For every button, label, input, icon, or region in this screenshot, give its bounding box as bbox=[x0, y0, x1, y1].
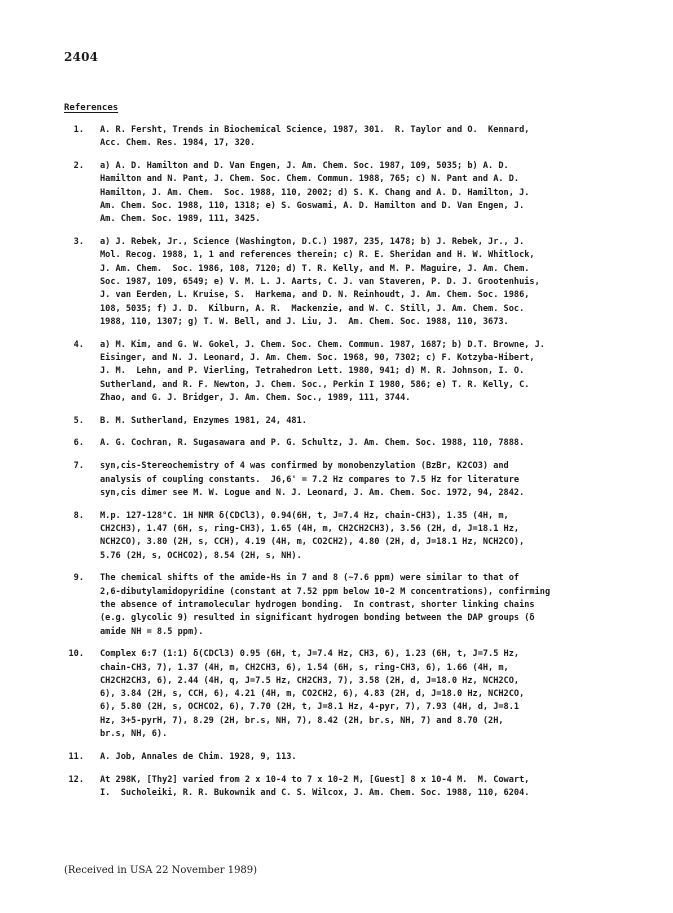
reference-text bbox=[100, 510, 624, 563]
reference-number: 1. bbox=[73, 125, 84, 135]
reference-number: 3. bbox=[73, 237, 84, 248]
reference-text bbox=[100, 236, 624, 329]
reference-line: Complex 6:7 (1:1) δ(CDCl3) 0.95 (6H, t, J=7.4 Hz, CH3, 6), 1.23 (6H, t, J=7.5 Hz, bbox=[100, 649, 520, 660]
reference-line: syn,cis-Stereochemistry of 4 was confirmed by monobenzylation (BzBr, K2CO3) and bbox=[100, 461, 509, 472]
reference-line: At 298K, [Thy2] varied from 2 x 10-4 to 7 x 10-2 M, [Guest] 8 x 10-4 M. M. Cowart, bbox=[100, 774, 530, 785]
reference-line: Zhao, and G. J. Bridger, J. Am. Chem. Soc., 1989, 111, 3744. bbox=[100, 392, 411, 403]
reference-line: the absence of intramolecular hydrogen bonding. In contrast, shorter linking chains bbox=[100, 599, 535, 610]
received-date: (Received in USA 22 November 1989) bbox=[64, 865, 258, 876]
reference-line: CH2CH3), 1.47 (6H, s, ring-CH3), 1.65 (4H, m, CH2CH2CH3), 3.56 (2H, d, J=18.1 Hz, bbox=[100, 523, 520, 534]
reference-line: A. Job, Annales de Chim. 1928, 9, 113. bbox=[100, 751, 297, 762]
reference-line: Hamilton and N. Pant, J. Chem. Soc. Chem. Commun. 1988, 765; c) N. Pant and A. D. bbox=[100, 174, 520, 185]
reference-line: CH2CH2CH3, 6), 2.44 (4H, q, J=7.5 Hz, CH2CH3, 7), 3.58 (2H, d, J=18.0 Hz, NCH2CO, bbox=[100, 675, 520, 686]
reference-line: 5.76 (2H, s, OCHCO2), 8.54 (2H, s, NH). bbox=[100, 550, 302, 561]
reference-line: 6), 5.80 (2H, s, OCHCO2, 6), 7.70 (2H, t, J=8.1 Hz, 4-pyr, 7), 7.93 (4H, d, J=8.1 bbox=[100, 702, 520, 713]
reference-number: 8. bbox=[73, 510, 84, 521]
reference-text bbox=[100, 572, 624, 638]
reference-line: The chemical shifts of the amide-Hs in 7 and 8 (~7.6 ppm) were similar to that of bbox=[100, 573, 520, 584]
reference-item bbox=[64, 510, 624, 563]
reference-text bbox=[100, 160, 624, 226]
reference-text bbox=[100, 415, 624, 428]
reference-line: Hamilton, J. Am. Chem. Soc. 1988, 110, 2002; d) S. K. Chang and A. D. Hamilton, J. bbox=[100, 187, 530, 198]
reference-line: I. Sucholeiki, R. R. Bukownik and C. S. Wilcox, J. Am. Chem. Soc. 1988, 110, 6204. bbox=[100, 787, 530, 798]
reference-line: br.s, NH, 6). bbox=[100, 729, 168, 740]
reference-number: 7. bbox=[73, 461, 84, 472]
reference-number: 5. bbox=[73, 415, 84, 426]
reference-line: Acc. Chem. Res. 1984, 17, 320. bbox=[100, 138, 256, 149]
reference-line: Sutherland, and R. F. Newton, J. Chem. Soc., Perkin I 1980, 586; e) T. R. Kelly, C. bbox=[100, 379, 530, 390]
reference-number: 6. bbox=[73, 438, 84, 449]
reference-line: Am. Chem. Soc. 1989, 111, 3425. bbox=[100, 214, 261, 225]
reference-line: Am. Chem. Soc. 1988, 110, 1318; e) S. Goswami, A. D. Hamilton and D. Van Engen, J. bbox=[100, 200, 525, 211]
reference-item bbox=[64, 572, 624, 638]
reference-line: a) J. Rebek, Jr., Science (Washington, D.C.) 1987, 235, 1478; b) J. Rebek, Jr., J. bbox=[100, 237, 525, 248]
reference-text bbox=[100, 124, 624, 151]
reference-number: 11. bbox=[68, 751, 84, 762]
reference-item bbox=[64, 124, 624, 151]
reference-number: 9. bbox=[73, 573, 84, 584]
reference-line: J. M. Lehn, and P. Vierling, Tetrahedron Lett. 1980, 941; d) M. R. Johnson, I. O. bbox=[100, 366, 525, 377]
reference-text bbox=[100, 437, 624, 450]
reference-item bbox=[64, 160, 624, 226]
reference-text bbox=[100, 774, 624, 801]
references-heading: References bbox=[64, 103, 119, 113]
reference-line: A. G. Cochran, R. Sugasawara and P. G. Schultz, J. Am. Chem. Soc. 1988, 110, 7888. bbox=[100, 438, 525, 449]
reference-line: 2,6-dibutylamidopyridine (constant at 7.52 ppm below 10-2 M concentrations), confirming bbox=[100, 586, 551, 597]
reference-line: J. Am. Chem. Soc. 1986, 108, 7120; d) T. R. Kelly, and M. P. Maguire, J. Am. Chem. bbox=[100, 263, 530, 274]
reference-line: B. M. Sutherland, Enzymes 1981, 24, 481. bbox=[100, 415, 307, 426]
reference-text bbox=[100, 339, 624, 405]
reference-line: J. van Eerden, L. Kruise, S. Harkema, and D. N. Reinhoudt, J. Am. Chem. Soc. 1986, bbox=[100, 290, 530, 301]
reference-number: 4. bbox=[73, 339, 84, 350]
reference-line: (e.g. glycolic 9) resulted in significant hydrogen bonding between the DAP groups (δ bbox=[100, 613, 535, 624]
reference-item bbox=[64, 437, 624, 450]
reference-line: analysis of coupling constants. J6,6' = 7.2 Hz compares to 7.5 Hz for literature bbox=[100, 474, 520, 485]
reference-line: 108, 5035; f) J. D. Kilburn, A. R. Mackenzie, and W. C. Still, J. Am. Chem. Soc. bbox=[100, 303, 525, 314]
reference-line: amide NH = 8.5 ppm). bbox=[100, 626, 204, 637]
reference-line: 1988, 110, 1307; g) T. W. Bell, and J. Liu, J. Am. Chem. Soc. 1988, 110, 3673. bbox=[100, 316, 509, 327]
reference-line: NCH2CO), 3.80 (2H, s, CCH), 4.19 (4H, m, CO2CH2), 4.80 (2H, d, J=18.1 Hz, NCH2CO), bbox=[100, 537, 525, 548]
reference-line: Mol. Recog. 1988, 1, 1 and references therein; c) R. E. Sheridan and H. W. Whitlock, bbox=[100, 250, 535, 261]
reference-item bbox=[64, 751, 624, 764]
reference-number: 2. bbox=[73, 161, 84, 172]
reference-text bbox=[100, 460, 624, 500]
reference-text bbox=[100, 751, 624, 764]
reference-line: 6), 3.84 (2H, s, CCH, 6), 4.21 (4H, m, CO2CH2, 6), 4.83 (2H, d, J=18.0 Hz, NCH2CO, bbox=[100, 689, 525, 700]
reference-line: A. R. Fersht, Trends in Biochemical Science, 1987, 301. R. Taylor and O. Kennard, bbox=[100, 125, 530, 135]
reference-line: Soc. 1987, 109, 6549; e) V. M. L. J. Aarts, C. J. van Staveren, P. D. J. Grootenhuis, bbox=[100, 276, 540, 287]
reference-text bbox=[100, 648, 624, 741]
reference-line: chain-CH3, 7), 1.37 (4H, m, CH2CH3, 6), 1.54 (6H, s, ring-CH3, 6), 1.66 (4H, m, bbox=[100, 662, 509, 673]
reference-number: 12. bbox=[68, 774, 84, 785]
reference-item bbox=[64, 774, 624, 801]
reference-item bbox=[64, 460, 624, 500]
reference-number: 10. bbox=[68, 649, 84, 660]
references-list bbox=[64, 124, 624, 810]
page-number: 2404 bbox=[64, 50, 99, 64]
reference-line: a) M. Kim, and G. W. Gokel, J. Chem. Soc. Chem. Commun. 1987, 1687; b) D.T. Browne, J. bbox=[100, 339, 545, 350]
reference-item bbox=[64, 415, 624, 428]
reference-item bbox=[64, 648, 624, 741]
reference-line: syn,cis dimer see M. W. Logue and N. J. Leonard, J. Am. Chem. Soc. 1972, 94, 2842. bbox=[100, 487, 525, 498]
reference-line: a) A. D. Hamilton and D. Van Engen, J. Am. Chem. Soc. 1987, 109, 5035; b) A. D. bbox=[100, 161, 509, 172]
reference-line: Eisinger, and N. J. Leonard, J. Am. Chem. Soc. 1968, 90, 7302; c) F. Kotzyba-Hibert, bbox=[100, 352, 535, 363]
reference-line: Hz, 3+5-pyrH, 7), 8.29 (2H, br.s, NH, 7), 8.42 (2H, br.s, NH, 7) and 8.70 (2H, bbox=[100, 715, 504, 726]
reference-item bbox=[64, 339, 624, 405]
reference-line: M.p. 127-128°C. 1H NMR δ(CDCl3), 0.94(6H, t, J=7.4 Hz, chain-CH3), 1.35 (4H, m, bbox=[100, 510, 509, 521]
reference-item bbox=[64, 236, 624, 329]
